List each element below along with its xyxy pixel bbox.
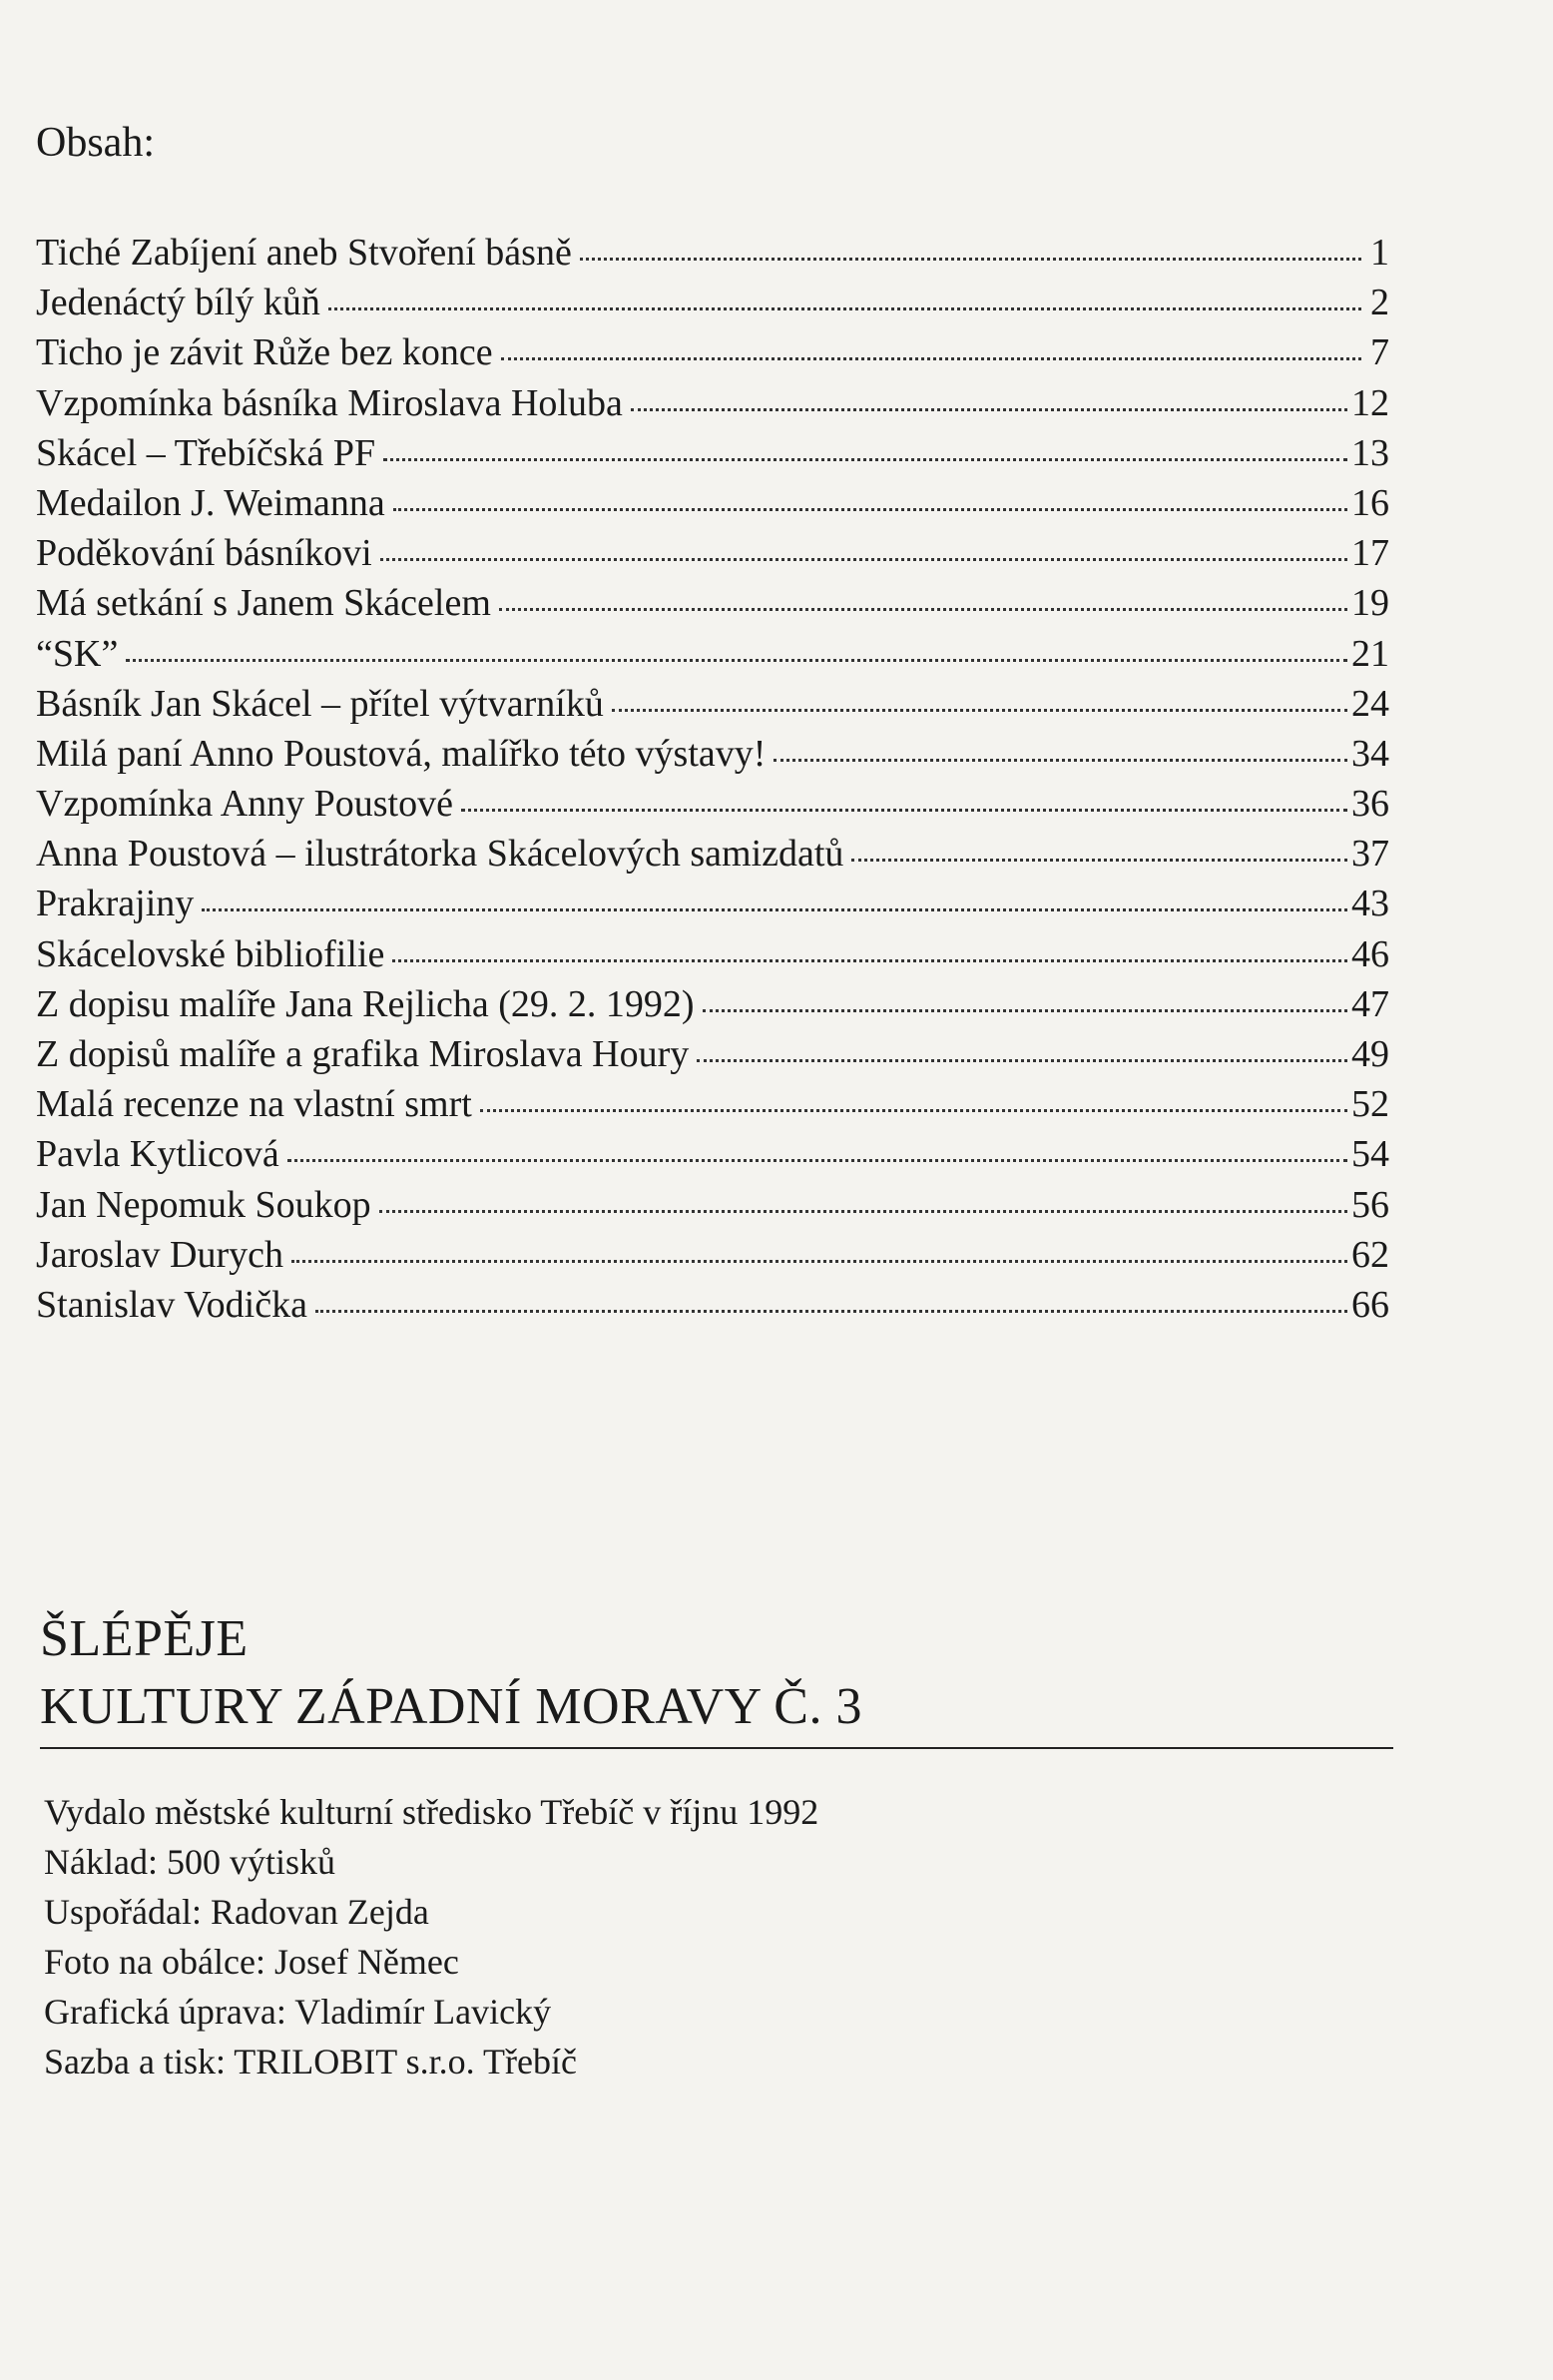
toc-entry — [36, 1129, 1389, 1179]
toc-entry — [36, 578, 1389, 628]
toc-entry-title: Skácel – Třebíčská PF — [36, 431, 376, 474]
contents-heading: Obsah: — [36, 120, 155, 166]
toc-entry-title: Poděkování básníkovi — [36, 532, 372, 575]
toc-entry-page: 37 — [1351, 833, 1389, 876]
toc-entry-page: 24 — [1351, 682, 1389, 725]
toc-entry-page: 54 — [1351, 1133, 1389, 1176]
toc-entry-title: Milá paní Anno Poustová, malířko této výstavy! — [36, 732, 767, 775]
dot-leader — [315, 1310, 1347, 1313]
dot-leader — [501, 357, 1361, 360]
toc-entry-title: Prakrajiny — [36, 883, 195, 925]
toc-entry — [36, 1280, 1389, 1330]
toc-entry-title: Tiché Zabíjení aneb Stvoření básně — [36, 232, 572, 274]
toc-entry-title: Vzpomínka básníka Miroslava Holuba — [36, 381, 623, 424]
toc-entry — [36, 779, 1389, 829]
toc-entry-page: 13 — [1351, 431, 1389, 474]
toc-entry — [36, 478, 1389, 528]
toc-entry-title: Malá recenze na vlastní smrt — [36, 1083, 472, 1126]
horizontal-rule — [40, 1747, 1393, 1749]
dot-leader — [287, 1159, 1347, 1162]
toc-entry — [36, 278, 1389, 327]
toc-entry-title: Anna Poustová – ilustrátorka Skácelových samizdatů — [36, 833, 844, 876]
dot-leader — [480, 1109, 1347, 1112]
toc-entry — [36, 1029, 1389, 1079]
toc-entry-page: 12 — [1351, 381, 1389, 424]
toc-entry-title: Jaroslav Durych — [36, 1233, 283, 1276]
toc-entry-page: 36 — [1351, 783, 1389, 826]
toc-entry-page: 52 — [1351, 1083, 1389, 1126]
toc-entry-page: 49 — [1351, 1033, 1389, 1075]
toc-entry-page: 62 — [1351, 1233, 1389, 1276]
dot-leader — [631, 408, 1347, 411]
toc-entry-page: 34 — [1351, 732, 1389, 775]
toc-entry — [36, 378, 1389, 428]
dot-leader — [392, 959, 1347, 962]
toc-entry-title: “SK” — [36, 632, 119, 675]
toc-entry — [36, 879, 1389, 928]
toc-entry — [36, 327, 1389, 377]
imprint-print-run: Náklad: 500 výtisků — [44, 1842, 335, 1882]
toc-entry-page: 2 — [1370, 282, 1389, 324]
dot-leader — [328, 307, 1361, 310]
dot-leader — [383, 458, 1347, 461]
dot-leader — [291, 1260, 1347, 1263]
toc-entry — [36, 929, 1389, 979]
dot-leader — [703, 1009, 1347, 1012]
toc-entry-title: Jedenáctý bílý kůň — [36, 282, 320, 324]
series-title-line-2: KULTURY ZÁPADNÍ MORAVY Č. 3 — [40, 1678, 862, 1735]
dot-leader — [697, 1059, 1347, 1062]
imprint-editor: Uspořádal: Radovan Zejda — [44, 1892, 429, 1932]
toc-entry — [36, 228, 1389, 278]
toc-entry-page: 21 — [1351, 632, 1389, 675]
toc-entry — [36, 829, 1389, 879]
toc-entry-page: 16 — [1351, 481, 1389, 524]
dot-leader — [379, 1210, 1347, 1213]
imprint-cover-photo: Foto na obálce: Josef Němec — [44, 1942, 459, 1982]
toc-entry-page: 46 — [1351, 932, 1389, 975]
toc-entry-title: Básník Jan Skácel – přítel výtvarníků — [36, 682, 604, 725]
dot-leader — [393, 508, 1347, 511]
toc-entry-title: Z dopisu malíře Jana Rejlicha (29. 2. 1992) — [36, 982, 695, 1025]
toc-entry — [36, 528, 1389, 578]
toc-entry-title: Medailon J. Weimanna — [36, 481, 385, 524]
dot-leader — [499, 608, 1347, 611]
toc-entry-title: Ticho je závit Růže bez konce — [36, 331, 493, 374]
dot-leader — [202, 908, 1347, 911]
imprint-design: Grafická úprava: Vladimír Lavický — [44, 1992, 552, 2032]
dot-leader — [612, 709, 1347, 712]
toc-entry — [36, 1180, 1389, 1230]
toc-entry — [36, 729, 1389, 779]
toc-entry-page: 56 — [1351, 1183, 1389, 1226]
series-title — [40, 1605, 862, 1741]
toc-entry-page: 1 — [1370, 232, 1389, 274]
imprint-publisher: Vydalo městské kulturní středisko Třebíč v říjnu 1992 — [44, 1792, 819, 1832]
imprint-block — [44, 1787, 818, 2086]
toc-entry-page: 47 — [1351, 982, 1389, 1025]
toc-entry-title: Stanislav Vodička — [36, 1283, 307, 1326]
dot-leader — [380, 558, 1347, 561]
toc-entry — [36, 428, 1389, 478]
toc-entry-page: 19 — [1351, 582, 1389, 625]
dot-leader — [461, 809, 1347, 812]
toc-entry-page: 43 — [1351, 883, 1389, 925]
toc-entry — [36, 629, 1389, 679]
toc-entry-page: 17 — [1351, 532, 1389, 575]
toc-entry — [36, 679, 1389, 729]
series-title-line-1: ŠLÉPĚJE — [40, 1610, 249, 1667]
imprint-typesetting: Sazba a tisk: TRILOBIT s.r.o. Třebíč — [44, 2042, 577, 2082]
toc-entry — [36, 979, 1389, 1029]
toc-entry-title: Skácelovské bibliofilie — [36, 932, 385, 975]
toc-entry-title: Vzpomínka Anny Poustové — [36, 783, 453, 826]
toc-entry — [36, 1230, 1389, 1280]
dot-leader — [851, 859, 1347, 862]
toc-entry-page: 66 — [1351, 1283, 1389, 1326]
toc-entry-page: 7 — [1370, 331, 1389, 374]
toc-entry-title: Jan Nepomuk Soukop — [36, 1183, 371, 1226]
dot-leader — [126, 659, 1347, 662]
toc-entry-title: Má setkání s Janem Skácelem — [36, 582, 491, 625]
toc-entry — [36, 1079, 1389, 1129]
toc-entry-title: Pavla Kytlicová — [36, 1133, 279, 1176]
table-of-contents — [36, 228, 1389, 1330]
dot-leader — [774, 759, 1347, 762]
toc-entry-title: Z dopisů malíře a grafika Miroslava Houry — [36, 1033, 690, 1075]
dot-leader — [580, 258, 1361, 261]
